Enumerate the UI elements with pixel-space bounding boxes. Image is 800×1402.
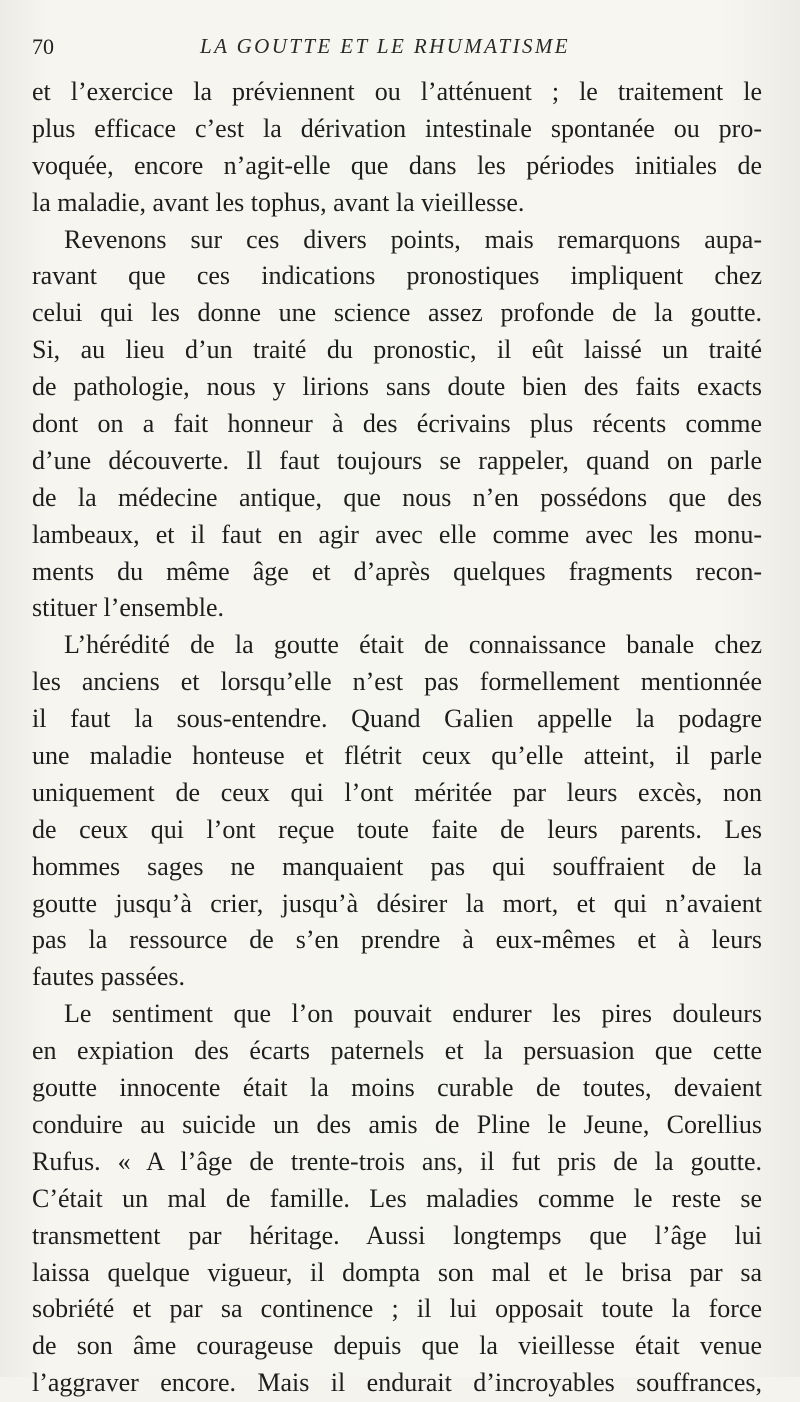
text-line: celui qui les donne une science assez profonde de la goutte. — [32, 298, 762, 328]
text-line: stituer l’ensemble. — [32, 593, 225, 623]
text-line: de son âme courageuse depuis que la vieillesse était venue — [32, 1331, 762, 1361]
text-line: en expiation des écarts paternels et la persuasion que cette — [32, 1036, 762, 1066]
text-line: l’aggraver encore. Mais il endurait d’incroyables souffrances, — [32, 1368, 762, 1398]
text-line: Rufus. « A l’âge de trente-trois ans, il fut pris de la goutte. — [32, 1146, 762, 1176]
text-line: ravant que ces indications pronostiques impliquent chez — [32, 261, 762, 291]
text-line: laissa quelque vigueur, il dompta son mal et le brisa par sa — [32, 1257, 762, 1287]
running-header — [32, 34, 772, 64]
text-line: voquée, encore n’agit-elle que dans les périodes initiales de — [32, 150, 762, 180]
text-line: Si, au lieu d’un traité du pronostic, il eût laissé un traité — [32, 335, 762, 365]
text-line: lambeaux, et il faut en agir avec elle comme avec les monu- — [32, 519, 762, 549]
body-text — [32, 74, 762, 1402]
text-line: transmettent par héritage. Aussi longtemps que l’âge lui — [32, 1220, 762, 1250]
text-line: de la médecine antique, que nous n’en possédons que des — [32, 482, 762, 512]
text-line: conduire au suicide un des amis de Pline le Jeune, Corellius — [32, 1109, 762, 1139]
text-line: ments du même âge et d’après quelques fragments recon- — [32, 556, 762, 586]
text-line: une maladie honteuse et flétrit ceux qu’elle atteint, il parle — [32, 741, 762, 771]
text-line: Le sentiment que l’on pouvait endurer les pires douleurs — [64, 999, 762, 1029]
text-line: plus efficace c’est la dérivation intestinale spontanée ou pro- — [32, 113, 762, 143]
text-line: il faut la sous-entendre. Quand Galien appelle la podagre — [32, 704, 762, 734]
text-line: sobriété et par sa continence ; il lui opposait toute la force — [32, 1294, 762, 1324]
text-line: goutte innocente était la moins curable de toutes, devaient — [32, 1073, 762, 1103]
text-line: C’était un mal de famille. Les maladies comme le reste se — [32, 1183, 762, 1213]
text-line: dont on a fait honneur à des écrivains plus récents comme — [32, 409, 762, 439]
text-line: fautes passées. — [32, 962, 186, 992]
page-number: 70 — [32, 34, 54, 59]
text-line: d’une découverte. Il faut toujours se rappeler, quand on parle — [32, 445, 762, 475]
text-line: pas la ressource de s’en prendre à eux-mêmes et à leurs — [32, 925, 762, 955]
text-line: Revenons sur ces divers points, mais remarquons aupa- — [64, 224, 762, 254]
text-line: hommes sages ne manquaient pas qui souffraient de la — [32, 851, 762, 881]
text-line: les anciens et lorsqu’elle n’est pas formellement mentionnée — [32, 667, 762, 697]
text-line: L’hérédité de la goutte était de connaissance banale chez — [64, 630, 762, 660]
text-line: la maladie, avant les tophus, avant la vieillesse. — [32, 187, 525, 217]
text-line: uniquement de ceux qui l’ont méritée par leurs excès, non — [32, 777, 762, 807]
text-line: goutte jusqu’à crier, jusqu’à désirer la mort, et qui n’avaient — [32, 888, 762, 918]
text-line: de ceux qui l’ont reçue toute faite de leurs parents. Les — [32, 814, 762, 844]
running-title: LA GOUTTE ET LE RHUMATISME — [200, 34, 571, 58]
text-line: et l’exercice la préviennent ou l’atténuent ; le traitement le — [32, 77, 762, 106]
text-line: de pathologie, nous y lirions sans doute bien des faits exacts — [32, 372, 762, 402]
